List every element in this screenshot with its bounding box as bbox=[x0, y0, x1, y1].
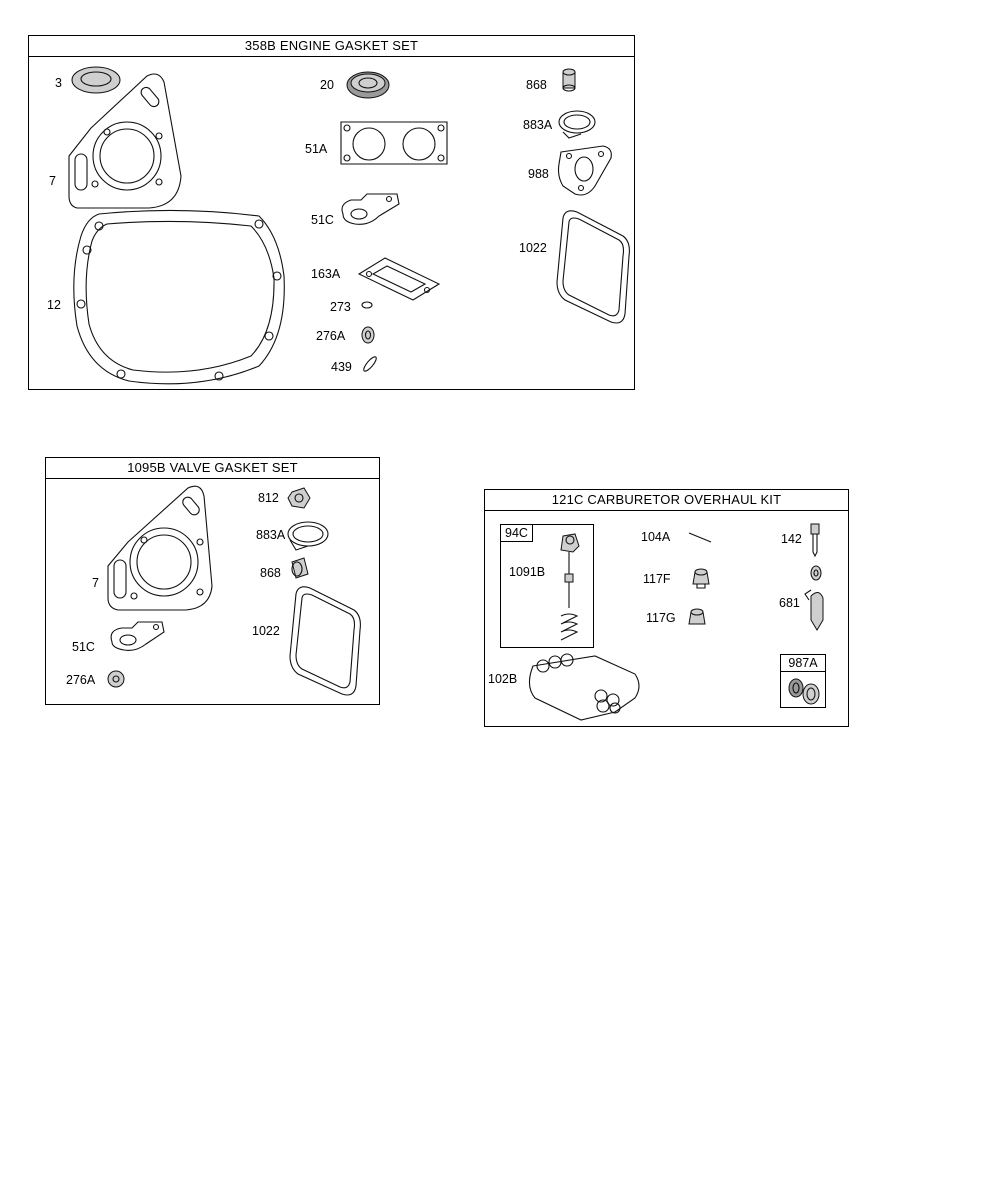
callout-117g: 117G bbox=[646, 611, 676, 625]
callout-883a: 883A bbox=[523, 118, 553, 132]
callout-117f: 117F bbox=[643, 572, 671, 586]
part-1022-gasket bbox=[557, 211, 629, 323]
kit-title: 1095B VALVE GASKET SET bbox=[46, 458, 379, 479]
callout-883a: 883A bbox=[256, 528, 286, 542]
part-7-head-gasket bbox=[108, 486, 212, 610]
callout-3: 3 bbox=[55, 76, 62, 90]
part-883a-seal bbox=[559, 111, 595, 138]
part-163a-gasket bbox=[359, 258, 439, 300]
part-washer bbox=[811, 566, 821, 580]
callout-7: 7 bbox=[92, 576, 99, 590]
callout-868: 868 bbox=[260, 566, 281, 580]
callout-1091b: 1091B bbox=[509, 565, 546, 579]
part-102b-gasket bbox=[529, 654, 639, 720]
part-273-washer bbox=[362, 302, 372, 308]
callout-273: 273 bbox=[330, 300, 351, 314]
callout-163a: 163A bbox=[311, 267, 341, 281]
callout-12: 12 bbox=[47, 298, 61, 312]
callout-142: 142 bbox=[781, 532, 802, 546]
part-20-seal bbox=[347, 72, 389, 98]
callout-276a: 276A bbox=[316, 329, 346, 343]
callout-1022: 1022 bbox=[519, 241, 547, 255]
callout-102b: 102B bbox=[488, 672, 518, 686]
part-812-nut bbox=[288, 488, 310, 508]
part-3-seal bbox=[72, 67, 120, 93]
callout-276a: 276A bbox=[66, 673, 96, 687]
callout-681: 681 bbox=[779, 596, 800, 610]
callout-51a: 51A bbox=[305, 142, 328, 156]
part-987a-seals bbox=[789, 679, 819, 704]
callout-51c: 51C bbox=[311, 213, 334, 227]
part-117f-jet bbox=[693, 569, 709, 588]
kit-358b-engine-gasket-set bbox=[28, 35, 635, 390]
part-868-cap bbox=[563, 69, 575, 91]
part-868-cap bbox=[292, 558, 308, 578]
part-883a-seal bbox=[288, 522, 328, 550]
callout-439: 439 bbox=[331, 360, 352, 374]
callout-20: 20 bbox=[320, 78, 334, 92]
part-439-oring bbox=[362, 355, 378, 373]
part-104a-pin bbox=[689, 533, 711, 542]
part-1091b-needle bbox=[561, 534, 579, 640]
callout-51c: 51C bbox=[72, 640, 95, 654]
kit-1095b-valve-gasket-set bbox=[45, 457, 380, 705]
part-1022-gasket bbox=[290, 587, 360, 695]
callout-868: 868 bbox=[526, 78, 547, 92]
part-51a-intake-gasket bbox=[341, 122, 447, 164]
part-51c-gasket bbox=[342, 194, 399, 224]
callout-1022: 1022 bbox=[252, 624, 280, 638]
callout-988: 988 bbox=[528, 167, 549, 181]
kit-title: 358B ENGINE GASKET SET bbox=[29, 36, 634, 57]
callout-812: 812 bbox=[258, 491, 279, 505]
part-276a-washer bbox=[108, 671, 124, 687]
subkit-987a-tag: 987A bbox=[781, 655, 825, 672]
part-12-crankcase-gasket bbox=[74, 210, 284, 383]
part-988-gasket bbox=[559, 146, 612, 195]
part-7-head-gasket bbox=[69, 74, 181, 208]
subkit-94c-tag: 94C bbox=[501, 525, 533, 542]
part-51c-gasket bbox=[111, 622, 164, 650]
kit-121c-carburetor-overhaul-kit bbox=[484, 489, 849, 727]
part-276a-washer bbox=[362, 327, 374, 343]
part-117g-jet bbox=[689, 609, 705, 624]
kit-title: 121C CARBURETOR OVERHAUL KIT bbox=[485, 490, 848, 511]
part-142-screw bbox=[811, 524, 819, 556]
callout-7: 7 bbox=[49, 174, 56, 188]
callout-104a: 104A bbox=[641, 530, 671, 544]
part-681-float bbox=[805, 590, 823, 630]
